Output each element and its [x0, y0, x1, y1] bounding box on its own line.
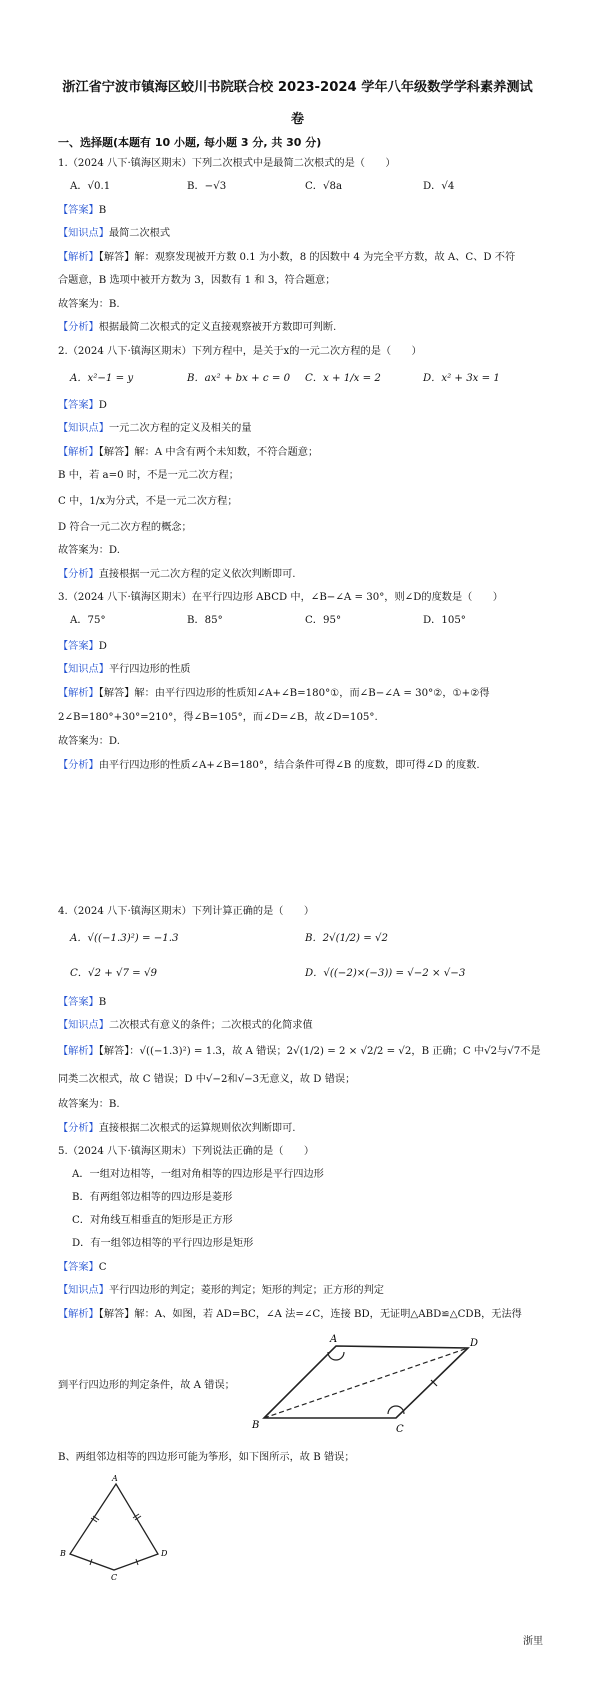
parallelogram-figure [250, 1332, 480, 1436]
summary-tag: 【分析】 [58, 760, 99, 771]
summary-tag: 【分析】 [58, 322, 99, 333]
q1-option-a: A．√0.1 [70, 181, 111, 192]
q2-option-c: C．x + 1/x = 2 [305, 373, 381, 384]
page-footer: 浙里 [523, 1636, 543, 1647]
q4-analysis-1 [58, 1045, 555, 1058]
q3-analysis-2: 2∠B=180°+30°=210°，得∠B=105°，而∠D=∠B，故∠D=105°. [58, 712, 378, 723]
q4-summary [58, 1122, 555, 1135]
point-tag: 【知识点】 [58, 423, 109, 434]
answer-tag: 【答案】 [58, 641, 99, 652]
q4-option-b: B．2√(1/2) = √2 [305, 933, 388, 944]
point-value: 平行四边形的判定；菱形的判定；矩形的判定；正方形的判定 [108, 1285, 384, 1296]
analysis-text: 【解答】解：由平行四边形的性质知∠A+∠B=180°①，而∠B−∠A = 30°②，①+②得 [98, 688, 490, 699]
answer-tag: 【答案】 [58, 205, 99, 216]
analysis-tag: 【解析】 [58, 1309, 99, 1320]
vertex-label-d: D [470, 1338, 479, 1349]
point-value: 平行四边形的性质 [108, 664, 191, 675]
q2-analysis-1 [58, 446, 555, 459]
kite-figure [58, 1474, 188, 1584]
q2-conclusion: 故答案为：D. [58, 545, 120, 556]
q3-option-c: C．95° [305, 615, 342, 626]
q2-point [58, 422, 555, 435]
analysis-text: 【解答】解：A 中含有两个未知数，不符合题意； [98, 447, 319, 458]
q5-option-a: A．一组对边相等，一组对角相等的四边形是平行四边形 [72, 1169, 324, 1180]
angle-mark-a [328, 1352, 344, 1360]
q2-answer [58, 399, 555, 412]
q3-summary [58, 759, 555, 772]
analysis-tag: 【解析】 [58, 447, 99, 458]
q5-option-c: C．对角线互相垂直的矩形是正方形 [72, 1215, 233, 1226]
summary-text: 直接根据一元二次方程的定义依次判断即可. [98, 569, 296, 580]
q4-option-d: D．√((−2)×(−3)) = √−2 × √−3 [305, 968, 466, 979]
point-tag: 【知识点】 [58, 1020, 109, 1031]
summary-tag: 【分析】 [58, 1123, 99, 1134]
analysis-text: 【解答】解：A、如图，若 AD=BC，∠A 法=∠C，连接 BD，无证明△ABD≌△CDB，无法得 [98, 1309, 522, 1320]
q3-option-d: D．105° [423, 615, 466, 626]
point-value: 最简二次根式 [108, 228, 171, 239]
q1-stem: 1.（2024 八下·镇海区期末）下列二次根式中是最简二次根式的是（ ） [58, 158, 396, 169]
q3-conclusion: 故答案为：D. [58, 736, 120, 747]
q1-option-d: D．√4 [423, 181, 455, 192]
vertex-label-d: D [161, 1549, 168, 1558]
answer-value: B [98, 997, 107, 1008]
q2-analysis-2: B 中，若 a=0 时，不是一元二次方程； [58, 470, 239, 481]
point-value: 二次根式有意义的条件；二次根式的化简求值 [108, 1020, 313, 1031]
q5-stem: 5.（2024 八下·镇海区期末）下列说法正确的是（ ） [58, 1146, 315, 1157]
summary-text: 由平行四边形的性质∠A+∠B=180°，结合条件可得∠B 的度数，即可得∠D 的度数. [98, 760, 480, 771]
vertex-label-b: B [60, 1549, 66, 1558]
q1-analysis-2: 合题意，B 选项中被开方数为 3，因数有 1 和 3，符合题意； [58, 275, 336, 286]
summary-text: 直接根据二次根式的运算规则依次判断即可. [98, 1123, 296, 1134]
q4-option-c: C．√2 + √7 = √9 [70, 968, 157, 979]
answer-tag: 【答案】 [58, 400, 99, 411]
q3-analysis-1 [58, 687, 555, 700]
q3-stem: 3.（2024 八下·镇海区期末）在平行四边形 ABCD 中，∠B−∠A = 30°，则∠D的度数是（ ） [58, 592, 503, 603]
q2-summary [58, 568, 555, 581]
q2-option-a: A．x²−1 = y [70, 373, 134, 384]
q4-option-a: A．√((−1.3)²) = −1.3 [70, 933, 179, 944]
kite-abcd [70, 1484, 158, 1570]
diagonal-bd [264, 1348, 468, 1418]
analysis-tag: 【解析】 [58, 688, 99, 699]
q4-conclusion: 故答案为：B. [58, 1099, 120, 1110]
point-tag: 【知识点】 [58, 1285, 109, 1296]
q5-analysis-3: B、两组邻边相等的四边形可能为筝形，如下图所示，故 B 错误； [58, 1452, 355, 1463]
document-title-line1: 浙江省宁波市镇海区蛟川书院联合校 2023-2024 学年八年级数学学科素养测试 [62, 80, 533, 95]
q3-answer [58, 640, 555, 653]
summary-text: 根据最简二次根式的定义直接观察被开方数即可判断. [98, 322, 337, 333]
vertex-label-a: A [330, 1334, 338, 1345]
q4-stem: 4.（2024 八下·镇海区期末）下列计算正确的是（ ） [58, 906, 315, 917]
answer-value: B [98, 205, 107, 216]
q1-conclusion: 故答案为：B. [58, 299, 120, 310]
q1-answer [58, 204, 555, 217]
vertex-label-c: C [396, 1424, 404, 1435]
point-tag: 【知识点】 [58, 664, 109, 675]
q5-analysis-1 [58, 1308, 555, 1321]
summary-tag: 【分析】 [58, 569, 99, 580]
q5-option-b: B．有两组邻边相等的四边形是菱形 [72, 1192, 233, 1203]
point-value: 一元二次方程的定义及相关的量 [108, 423, 252, 434]
answer-tag: 【答案】 [58, 997, 99, 1008]
q5-option-d: D．有一组邻边相等的平行四边形是矩形 [72, 1238, 254, 1249]
q3-point [58, 663, 555, 676]
q1-summary [58, 321, 555, 334]
q3-option-b: B．85° [187, 615, 223, 626]
section-heading: 一、选择题(本题有 10 小题, 每小题 3 分, 共 30 分) [58, 136, 322, 149]
q5-answer [58, 1261, 555, 1274]
q2-option-b: B．ax² + bx + c = 0 [187, 373, 291, 384]
document-title-line2: 卷 [290, 112, 305, 127]
vertex-label-b: B [252, 1420, 260, 1431]
q1-option-c: C．√8a [305, 181, 343, 192]
q4-answer [58, 996, 555, 1009]
vertex-label-c: C [111, 1573, 118, 1582]
q2-analysis-4: D 符合一元二次方程的概念； [58, 522, 192, 533]
answer-value: D [98, 400, 107, 411]
q3-option-a: A．75° [70, 615, 106, 626]
q1-analysis-1 [58, 251, 555, 264]
q2-analysis-3: C 中，1/x为分式，不是一元二次方程； [58, 496, 238, 507]
analysis-text: 【解答】解：观察发现被开方数 0.1 为小数，8 的因数中 4 为完全平方数，故 A、C、D 不符 [98, 252, 516, 263]
vertex-label-a: A [112, 1474, 118, 1483]
answer-tag: 【答案】 [58, 1262, 99, 1273]
q5-analysis-2: 到平行四边形的判定条件，故 A 错误； [58, 1380, 235, 1391]
analysis-text: 【解答】：√((−1.3)²) = 1.3，故 A 错误；2√(1/2) = 2 × √2/2 = √2，B 正确；C 中√2与√7不是 [98, 1046, 541, 1057]
q5-point [58, 1284, 555, 1297]
analysis-tag: 【解析】 [58, 252, 99, 263]
q4-point [58, 1019, 555, 1032]
point-tag: 【知识点】 [58, 228, 109, 239]
q1-point [58, 227, 555, 240]
answer-value: D [98, 641, 107, 652]
q1-option-b: B．−√3 [187, 181, 227, 192]
q4-analysis-2: 同类二次根式，故 C 错误；D 中√−2和√−3无意义，故 D 错误； [58, 1074, 356, 1085]
tick-ab [297, 1379, 303, 1385]
q2-stem: 2.（2024 八下·镇海区期末）下列方程中，是关于x的一元二次方程的是（ ） [58, 346, 422, 357]
analysis-tag: 【解析】 [58, 1046, 99, 1057]
answer-value: C [98, 1262, 107, 1273]
q2-option-d: D．x² + 3x = 1 [423, 373, 500, 384]
